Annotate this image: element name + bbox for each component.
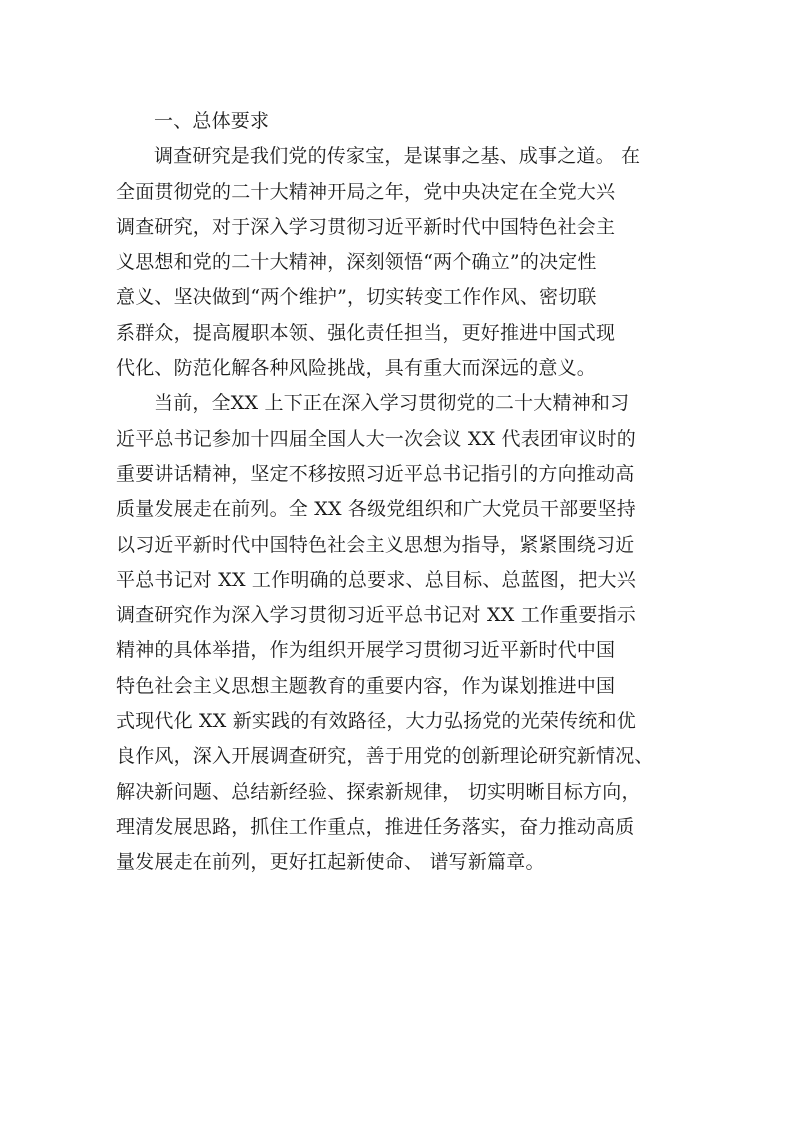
text-line: 意义、坚决做到“两个维护”，切实转变工作作风、密切联 [116, 286, 597, 309]
text-line: 代化、防范化解各种风险挑战，具有重大而深远的意义。 [116, 357, 597, 380]
text-line: 重要讲话精神，坚定不移按照习近平总书记指引的方向推动高 [116, 462, 635, 485]
text-line: 调查研究，对于深入学习贯彻习近平新时代中国特色社会主 [116, 215, 616, 238]
section-heading: 一、总体要求 [154, 110, 270, 132]
text-line: 调查研究作为深入学习贯彻习近平总书记对 XX 工作重要指示 [116, 604, 636, 627]
text-line: 系群众，提高履职本领、强化责任担当，更好推进中国式现 [116, 321, 616, 344]
text-line: 量发展走在前列，更好扛起新使命、 谱写新篇章。 [116, 851, 545, 874]
text-line: 当前，全XX 上下正在深入学习贯彻党的二十大精神和习 [154, 392, 630, 415]
paragraph-2 [116, 386, 688, 880]
text-line: 理清发展思路，抓住工作重点，推进任务落实，奋力推动高质 [116, 815, 635, 838]
text-line: 平总书记对 XX 工作明确的总要求、总目标、总蓝图，把大兴 [116, 568, 636, 591]
paragraph-1 [116, 139, 688, 386]
text-line: 义思想和党的二十大精神，深刻领悟“两个确立”的决定性 [116, 251, 597, 274]
text-line: 质量发展走在前列。全 XX 各级党组织和广大党员干部要坚持 [116, 498, 636, 521]
text-line: 精神的具体举措，作为组织开展学习贯彻习近平新时代中国 [116, 639, 616, 662]
text-line: 良作风，深入开展调查研究，善于用党的创新理论研究新情况、 [116, 745, 654, 768]
text-line: 全面贯彻党的二十大精神开局之年，党中央决定在全党大兴 [116, 180, 616, 203]
text-line: 特色社会主义思想主题教育的重要内容，作为谋划推进中国 [116, 674, 616, 697]
text-line: 调查研究是我们党的传家宝，是谋事之基、成事之道。 在 [154, 145, 641, 168]
text-line: 解决新问题、总结新经验、探索新规律， 切实明晰目标方向， [116, 780, 641, 803]
document-body [116, 104, 688, 881]
text-line: 式现代化 XX 新实践的有效路径，大力弘扬党的光荣传统和优 [116, 710, 636, 733]
text-line: 近平总书记参加十四届全国人大一次会议 XX 代表团审议时的 [116, 427, 636, 450]
text-line: 以习近平新时代中国特色社会主义思想为指导，紧紧围绕习近 [116, 533, 635, 556]
